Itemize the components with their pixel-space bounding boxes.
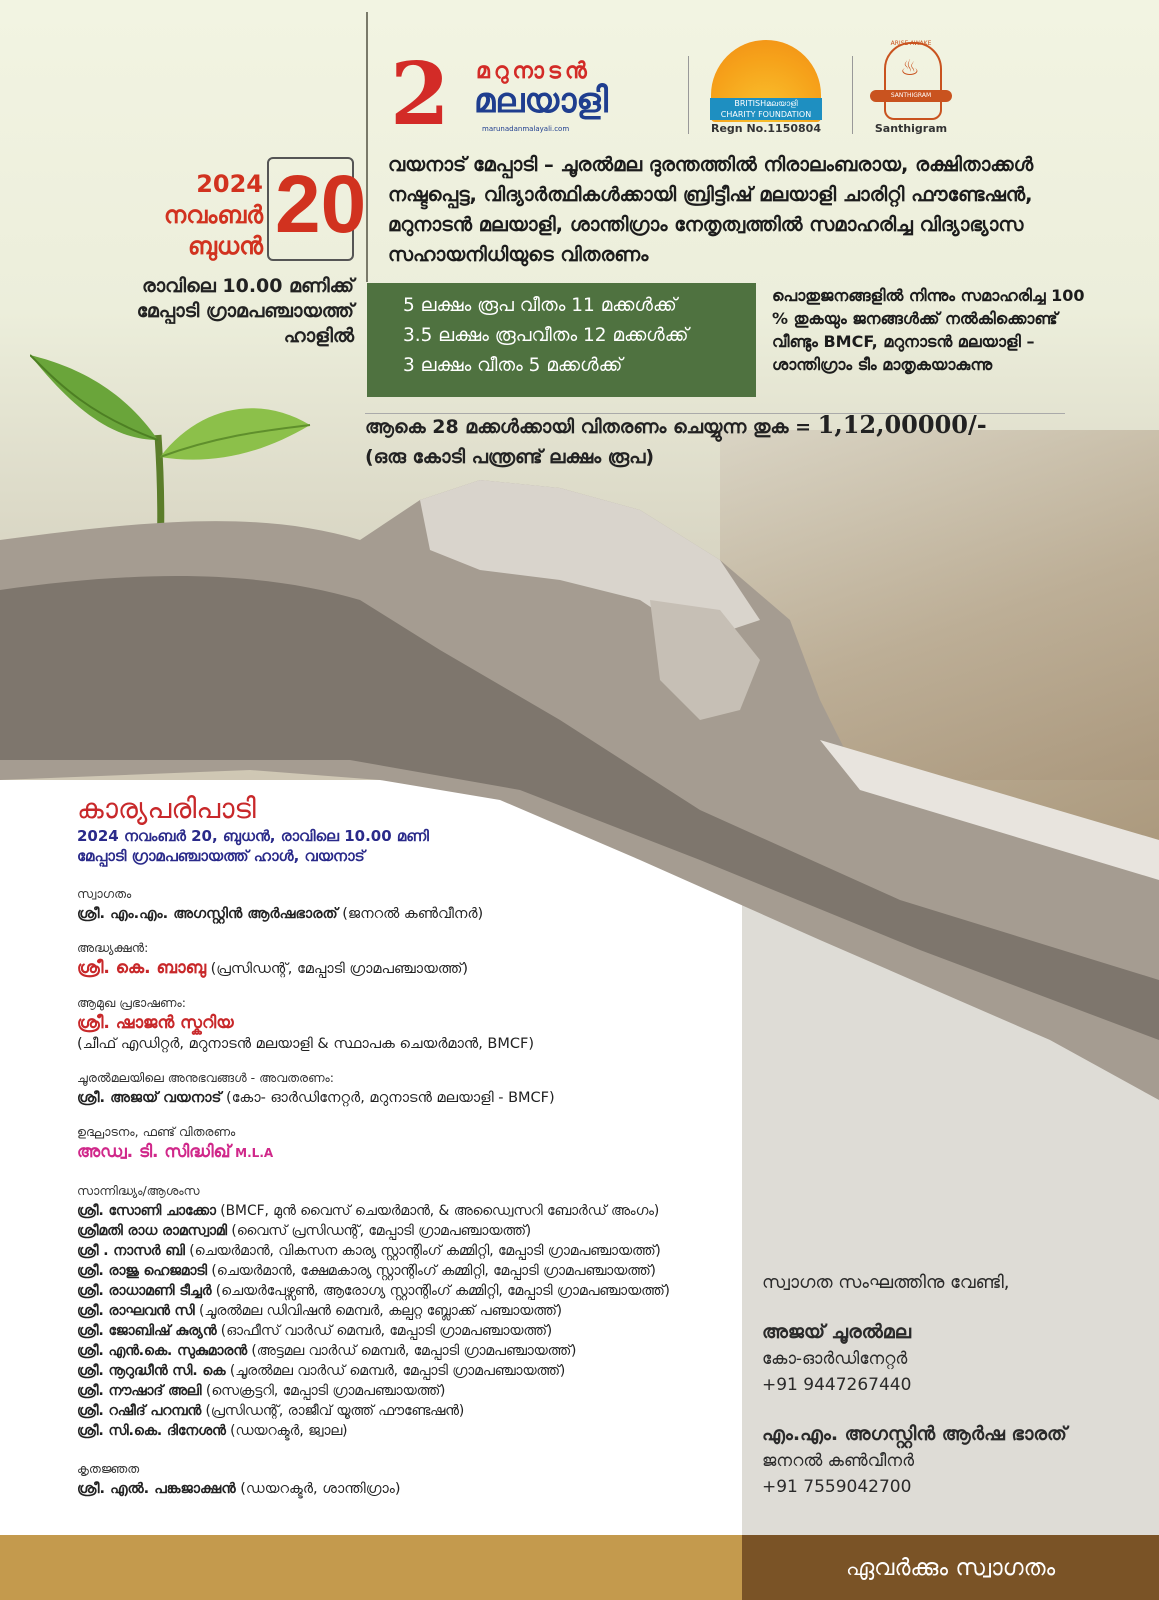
contact-role: ജനറൽ കൺവീനർ xyxy=(762,1451,914,1471)
section-label: ആമുഖ പ്രഭാഷണം: xyxy=(77,995,186,1010)
aid-line: 5 ലക്ഷം രൂപ വീതം 11 മക്കൾക്ക് xyxy=(403,295,677,316)
date-year: 2024 xyxy=(196,170,263,198)
person-name: ശ്രീ. നൂറുദ്ധീൻ സി. കെ xyxy=(77,1363,226,1379)
list-item xyxy=(77,1381,727,1401)
person-role: (ഓഫീസ് വാർഡ് മെമ്പർ, മേപ്പാടി ഗ്രാമപഞ്ചായത്ത്) xyxy=(216,1323,553,1339)
logo-band-line1: BRITISHമലയാളി xyxy=(734,99,798,108)
list-item xyxy=(77,1361,727,1381)
person-role: (ചെയർമാൻ, വികസന കാര്യ സ്റ്റാന്റിംഗ് കമ്മിറ്റി, മേപ്പാടി ഗ്രാമപഞ്ചായത്ത്) xyxy=(184,1243,661,1259)
date-text xyxy=(164,169,263,262)
experience-section xyxy=(77,1068,727,1108)
person-role: (പ്രസിഡന്റ്, രാജീവ് യൂത്ത് ഫൗണ്ടേഷൻ) xyxy=(201,1403,465,1419)
person-role: (ചീഫ് എഡിറ്റർ, മറുനാടൻ മലയാളി & സ്ഥാപക ചെയർമാൻ, BMCF) xyxy=(77,1036,535,1052)
person-role: (വൈസ് പ്രസിഡന്റ്, മേപ്പാടി ഗ്രാമപഞ്ചായത്ത്) xyxy=(226,1223,532,1239)
date-weekday: ബുധൻ xyxy=(188,232,263,260)
lamp-icon: ♨ xyxy=(900,56,920,81)
program-when: 2024 നവംബർ 20, ബുധൻ, രാവിലെ 10.00 മണി xyxy=(77,827,429,845)
person-name: ശ്രീ. സോണി ചാക്കോ xyxy=(77,1203,216,1219)
person-name: ശ്രീ. കെ. ബാബു xyxy=(77,958,207,978)
presence-section xyxy=(77,1181,727,1441)
date-day: 20 xyxy=(275,159,367,250)
logo-band-line2: CHARITY FOUNDATION xyxy=(720,110,812,119)
logo-name: Santhigram xyxy=(874,122,948,135)
british-malayali-logo xyxy=(710,40,822,135)
person-name: ശ്രീ. രാധാമണി ടീച്ചർ xyxy=(77,1283,212,1299)
person-role: (ഡയറക്ടർ, ശാന്തിഗ്രാം) xyxy=(235,1481,401,1497)
keynote-section xyxy=(77,993,727,1054)
aid-line: 3.5 ലക്ഷം രൂപവീതം 12 മക്കൾക്ക് xyxy=(403,325,689,346)
list-item xyxy=(77,1241,727,1261)
president-section xyxy=(77,938,727,979)
badge-motto: ARISE AWAKE xyxy=(890,40,932,47)
person-role: (ചെയർപേഴ്സൺ, ആരോഗ്യ സ്റ്റാന്റിംഗ് കമ്മിറ്റി, മേപ്പാടി ഗ്രാമപഞ്ചായത്ത്) xyxy=(211,1283,670,1299)
person-name: ശ്രീ. രാഘവൻ സി xyxy=(77,1303,195,1319)
header-divider xyxy=(366,12,368,282)
list-item xyxy=(77,1401,727,1421)
person-name: ശ്രീ . നാസർ ബി xyxy=(77,1243,185,1259)
person-role: (ജനറൽ കൺവീനർ) xyxy=(337,906,484,922)
contact-name: എം.എം. അഗസ്റ്റിൻ ആർഷ ഭാരത് xyxy=(762,1423,1067,1445)
aid-line: 3 ലക്ഷം വീതം 5 മക്കൾക്ക് xyxy=(403,355,623,376)
program-schedule xyxy=(77,792,727,1499)
reception-committee xyxy=(762,1270,1152,1500)
program-title: കാര്യപരിപാടി xyxy=(77,792,256,825)
logo-line2: മലയാളി xyxy=(474,81,609,121)
presence-list xyxy=(77,1201,727,1441)
badge-shape xyxy=(884,42,942,120)
list-item xyxy=(77,1201,727,1221)
person-name: ശ്രീ. ഷാജൻ സ്കറിയ xyxy=(77,1013,234,1033)
side-note: പൊതുജനങ്ങളിൽ നിന്നും സമാഹരിച്ച 100 % തുകയും ജനങ്ങൾക്ക് നൽകിക്കൊണ്ട് വീണ്ടും BMCF, മറുനാടൻ മലയാളി – ശാന്തിഗ്രാം ടീം മാതൃകയാകുന്നു xyxy=(772,286,1085,374)
logo-band xyxy=(710,98,822,120)
program-where: മേപ്പാടി ഗ്രാമപഞ്ചായത്ത് ഹാൾ, വയനാട് xyxy=(77,847,365,865)
contact-role: കോ-ഓർഡിനേറ്റർ xyxy=(762,1349,908,1369)
person-role: (സെക്രട്ടറി, മേപ്പാടി ഗ്രാമപഞ്ചായത്ത്) xyxy=(201,1383,446,1399)
thanks-section xyxy=(77,1459,727,1499)
person-role: (BMCF, മുൻ വൈസ് ചെയർമാൻ, & അഡ്വൈസറി ബോർഡ് അംഗം) xyxy=(215,1203,660,1219)
logo-line1: മറുനാടൻ xyxy=(476,59,591,84)
section-label: ചൂരൽമലയിലെ അനുഭവങ്ങൾ - അവതരണം: xyxy=(77,1070,334,1085)
person-name: ശ്രീ. റഷീദ് പറമ്പൻ xyxy=(77,1403,202,1419)
registration-number: Regn No.1150804 xyxy=(711,122,821,135)
person-name: ശ്രീ. അജയ് വയനാട് xyxy=(77,1090,222,1106)
logo-numeral: 2 xyxy=(390,44,450,145)
welcome-section xyxy=(77,884,727,924)
reception-intro: സ്വാഗത സംഘത്തിനു വേണ്ടി, xyxy=(762,1272,1010,1293)
contact-phone: +91 9447267440 xyxy=(762,1375,912,1395)
person-role: (അട്ടമല വാർഡ് മെമ്പർ, മേപ്പാടി ഗ്രാമപഞ്ചായത്ത്) xyxy=(246,1343,577,1359)
badge-ribbon: SANTHIGRAM xyxy=(870,90,952,102)
venue-line: മേപ്പാടി ഗ്രാമപഞ്ചായത്ത് xyxy=(136,300,354,322)
aid-breakdown-box xyxy=(367,283,756,397)
contact-phone: +91 7559042700 xyxy=(762,1477,912,1497)
person-role: (പ്രസിഡന്റ്, മേപ്പാടി ഗ്രാമപഞ്ചായത്ത്) xyxy=(206,961,469,977)
person-role: (ചെയർമാൻ, ക്ഷേമകാര്യ സ്റ്റാന്റിംഗ് കമ്മിറ്റി, മേപ്പാടി ഗ്രാമപഞ്ചായത്ത്) xyxy=(206,1263,656,1279)
santhigram-logo xyxy=(866,42,956,138)
total-amount xyxy=(365,410,1125,472)
footer-welcome: ഏവർക്കും സ്വാഗതം xyxy=(742,1535,1159,1600)
person-name: അഡ്വ. ടി. സിദ്ധിഖ് xyxy=(77,1142,231,1162)
person-suffix: M.L.A xyxy=(235,1146,274,1160)
person-name: ശ്രീ. നൗഷാദ് അലി xyxy=(77,1383,202,1399)
event-date xyxy=(70,155,367,260)
person-name: ശ്രീമതി രാധ രാമസ്വാമി xyxy=(77,1223,227,1239)
person-name: ശ്രീ. രാജു ഹെജമാടി xyxy=(77,1263,207,1279)
person-name: ശ്രീ. എം.എം. അഗസ്റ്റിൻ ആർഷഭാരത് xyxy=(77,906,338,922)
person-role: (ചൂരൽമല ഡിവിഷൻ മെമ്പർ, കല്പറ്റ ബ്ലോക്ക് പഞ്ചായത്ത്) xyxy=(194,1303,563,1319)
list-item xyxy=(77,1281,727,1301)
inauguration-section xyxy=(77,1122,727,1163)
footer-band xyxy=(0,1535,742,1600)
amount-figure: 1,12,00000/- xyxy=(817,410,987,439)
marunadan-malayali-logo xyxy=(390,44,665,145)
person-name: ശ്രീ. ജോബിഷ് കുര്യൻ xyxy=(77,1323,217,1339)
venue-line: രാവിലെ 10.00 മണിക്ക് xyxy=(141,275,354,297)
section-label: അദ്ധ്യക്ഷൻ: xyxy=(77,940,149,955)
date-month: നവംബർ xyxy=(163,201,263,229)
person-role: (ചൂരൽമല വാർഡ് മെമ്പർ, മേപ്പാടി ഗ്രാമപഞ്ചായത്ത്) xyxy=(225,1363,566,1379)
section-label: കൃതജ്ഞത xyxy=(77,1461,140,1476)
event-venue xyxy=(60,274,354,349)
person-name: ശ്രീ. എൻ.കെ. സുകുമാരൻ xyxy=(77,1343,247,1359)
list-item xyxy=(77,1221,727,1241)
person-role: (കോ- ഓർഡിനേറ്റർ, മറുനാടൻ മലയാളി - BMCF) xyxy=(221,1090,555,1106)
list-item xyxy=(77,1321,727,1341)
section-label: സ്വാഗതം xyxy=(77,886,132,901)
amount-in-words: (ഒരു കോടി പന്ത്രണ്ട് ലക്ഷം രൂപ) xyxy=(365,446,655,468)
list-item xyxy=(77,1421,727,1441)
headline: വയനാട് മേപ്പാടി – ചൂരൽമല ദുരന്തത്തിൽ നിരാലംബരായ, രക്ഷിതാക്കൾ നഷ്ടപ്പെട്ട, വിദ്യാർത്ഥികൾക്കായി ബ്രിട്ടീഷ് മലയാളി ചാരിറ്റി ഫൗണ്ടേഷൻ, മറുനാടൻ മലയാളി, ശാന്തിഗ്രാം നേതൃത്വത്തിൽ സമാഹരിച്ച വിദ്യാഭ്യാസ സഹായനിധിയുടെ വിതരണം xyxy=(388,153,1034,266)
person-name: ശ്രീ. സി.കെ. ദിനേശൻ xyxy=(77,1423,226,1439)
logo-separator xyxy=(688,56,689,134)
venue-line: ഹാളിൽ xyxy=(283,325,354,347)
total-text: ആകെ 28 മക്കൾക്കായി വിതരണം ചെയ്യുന്ന തുക = xyxy=(365,416,818,438)
list-item xyxy=(77,1261,727,1281)
section-label: ഉദ്ഘാടനം, ഫണ്ട് വിതരണം xyxy=(77,1124,236,1139)
list-item xyxy=(77,1341,727,1361)
logo-url: marunadanmalayali.com xyxy=(482,125,570,133)
section-label: സാന്നിദ്ധ്യം/ആശംസ xyxy=(77,1183,200,1198)
logo-separator xyxy=(852,56,853,134)
person-role: (ഡയറക്ടർ, ജ്വാല) xyxy=(225,1423,348,1439)
contact-name: അജയ് ചൂരൽമല xyxy=(762,1321,911,1343)
person-name: ശ്രീ. എൽ. പങ്കജാക്ഷൻ xyxy=(77,1481,236,1497)
list-item xyxy=(77,1301,727,1321)
